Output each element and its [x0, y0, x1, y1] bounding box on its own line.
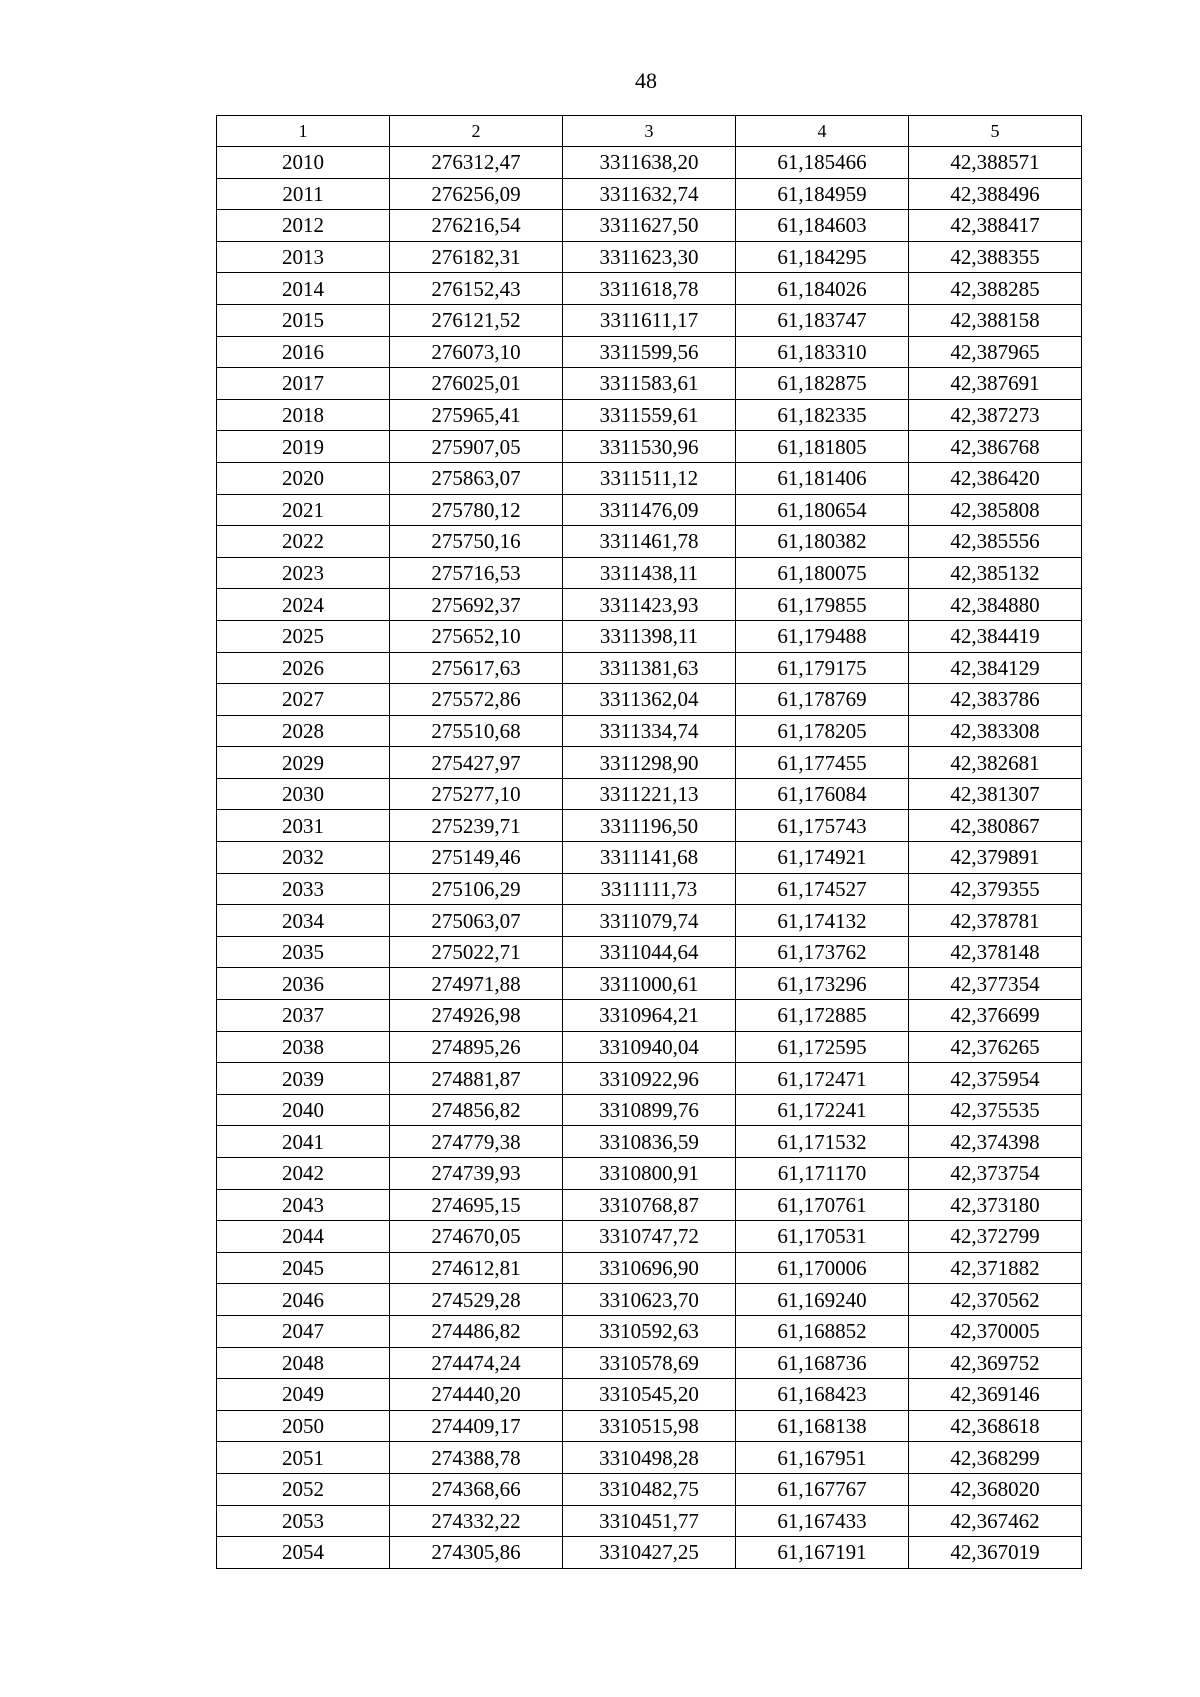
- table-cell-col3: 3311381,63: [563, 652, 736, 684]
- table-row: [217, 652, 1082, 684]
- table-row: [217, 968, 1082, 1000]
- table-cell-col5: 42,382681: [909, 747, 1082, 779]
- table-cell-col3: 3310451,77: [563, 1505, 736, 1537]
- table-cell-col4: 61,167433: [736, 1505, 909, 1537]
- table-cell-col2: 276182,31: [390, 241, 563, 273]
- table-cell-col1: 2023: [217, 557, 390, 589]
- table-row: [217, 1063, 1082, 1095]
- table-cell-col4: 61,173762: [736, 936, 909, 968]
- table-cell-col2: 276025,01: [390, 368, 563, 400]
- table-row: [217, 1221, 1082, 1253]
- table-cell-col3: 3310696,90: [563, 1252, 736, 1284]
- table-cell-col4: 61,174527: [736, 873, 909, 905]
- table-cell-col2: 274695,15: [390, 1189, 563, 1221]
- table-cell-col5: 42,375535: [909, 1094, 1082, 1126]
- table-cell-col3: 3311334,74: [563, 715, 736, 747]
- table-cell-col1: 2047: [217, 1315, 390, 1347]
- table-cell-col1: 2011: [217, 178, 390, 210]
- table-cell-col2: 275652,10: [390, 620, 563, 652]
- table-cell-col2: 275863,07: [390, 462, 563, 494]
- table-cell-col1: 2022: [217, 526, 390, 558]
- table-cell-col2: 274332,22: [390, 1505, 563, 1537]
- table-row: [217, 589, 1082, 621]
- table-cell-col5: 42,373754: [909, 1158, 1082, 1190]
- table-cell-col2: 275239,71: [390, 810, 563, 842]
- table-cell-col1: 2043: [217, 1189, 390, 1221]
- table-cell-col4: 61,168138: [736, 1410, 909, 1442]
- table-cell-col3: 3311079,74: [563, 905, 736, 937]
- table-cell-col5: 42,383786: [909, 684, 1082, 716]
- table-cell-col2: 275149,46: [390, 842, 563, 874]
- table-cell-col1: 2042: [217, 1158, 390, 1190]
- table-row: [217, 1252, 1082, 1284]
- table-cell-col3: 3311221,13: [563, 778, 736, 810]
- table-cell-col3: 3310482,75: [563, 1473, 736, 1505]
- table-cell-col5: 42,388496: [909, 178, 1082, 210]
- table-cell-col2: 274895,26: [390, 1031, 563, 1063]
- table-cell-col2: 275780,12: [390, 494, 563, 526]
- table-cell-col4: 61,174132: [736, 905, 909, 937]
- table-cell-col5: 42,372799: [909, 1221, 1082, 1253]
- table-cell-col5: 42,367019: [909, 1537, 1082, 1569]
- table-cell-col5: 42,387965: [909, 336, 1082, 368]
- table-body: [217, 147, 1082, 1569]
- table-cell-col5: 42,388355: [909, 241, 1082, 273]
- table-cell-col2: 274440,20: [390, 1379, 563, 1411]
- table-cell-col3: 3310427,25: [563, 1537, 736, 1569]
- table-cell-col5: 42,388417: [909, 210, 1082, 242]
- column-header-1: 1: [217, 116, 390, 147]
- table-cell-col5: 42,386768: [909, 431, 1082, 463]
- table-cell-col1: 2027: [217, 684, 390, 716]
- table-cell-col3: 3311044,64: [563, 936, 736, 968]
- table-cell-col2: 275427,97: [390, 747, 563, 779]
- table-cell-col4: 61,181406: [736, 462, 909, 494]
- table-cell-col2: 276121,52: [390, 304, 563, 336]
- page-number: 48: [635, 68, 657, 93]
- table-cell-col4: 61,184295: [736, 241, 909, 273]
- table-cell-col5: 42,384419: [909, 620, 1082, 652]
- table-cell-col5: 42,378781: [909, 905, 1082, 937]
- table-cell-col5: 42,368618: [909, 1410, 1082, 1442]
- table-cell-col4: 61,169240: [736, 1284, 909, 1316]
- table-row: [217, 936, 1082, 968]
- table-cell-col5: 42,367462: [909, 1505, 1082, 1537]
- table-cell-col3: 3311461,78: [563, 526, 736, 558]
- table-cell-col3: 3310545,20: [563, 1379, 736, 1411]
- table-row: [217, 715, 1082, 747]
- table-row: [217, 905, 1082, 937]
- table-cell-col2: 276216,54: [390, 210, 563, 242]
- column-header-5: 5: [909, 116, 1082, 147]
- column-header-4: 4: [736, 116, 909, 147]
- table-cell-col3: 3310922,96: [563, 1063, 736, 1095]
- table-cell-col3: 3311362,04: [563, 684, 736, 716]
- table-cell-col5: 42,376265: [909, 1031, 1082, 1063]
- table-row: [217, 873, 1082, 905]
- table-cell-col4: 61,167951: [736, 1442, 909, 1474]
- coordinates-table: [216, 115, 1082, 1569]
- table-cell-col2: 275106,29: [390, 873, 563, 905]
- table-cell-col3: 3311476,09: [563, 494, 736, 526]
- table-header: [217, 116, 1082, 147]
- table-cell-col3: 3311599,56: [563, 336, 736, 368]
- table-cell-col1: 2054: [217, 1537, 390, 1569]
- table-cell-col4: 61,184959: [736, 178, 909, 210]
- table-cell-col4: 61,179175: [736, 652, 909, 684]
- table-cell-col3: 3311618,78: [563, 273, 736, 305]
- table-cell-col1: 2038: [217, 1031, 390, 1063]
- table-row: [217, 210, 1082, 242]
- table-cell-col1: 2031: [217, 810, 390, 842]
- table-cell-col3: 3310578,69: [563, 1347, 736, 1379]
- table-cell-col5: 42,369752: [909, 1347, 1082, 1379]
- table-cell-col4: 61,181805: [736, 431, 909, 463]
- table-cell-col3: 3310747,72: [563, 1221, 736, 1253]
- table-cell-col2: 274670,05: [390, 1221, 563, 1253]
- table-cell-col3: 3311141,68: [563, 842, 736, 874]
- table-cell-col5: 42,380867: [909, 810, 1082, 842]
- table-cell-col1: 2030: [217, 778, 390, 810]
- table-cell-col5: 42,388571: [909, 147, 1082, 179]
- table-cell-col2: 275277,10: [390, 778, 563, 810]
- table-row: [217, 1442, 1082, 1474]
- table-cell-col1: 2033: [217, 873, 390, 905]
- header-row: [217, 116, 1082, 147]
- table-cell-col3: 3311611,17: [563, 304, 736, 336]
- table-cell-col5: 42,385556: [909, 526, 1082, 558]
- table-cell-col4: 61,179855: [736, 589, 909, 621]
- table-row: [217, 557, 1082, 589]
- table-cell-col3: 3310836,59: [563, 1126, 736, 1158]
- table-row: [217, 1189, 1082, 1221]
- table-cell-col4: 61,168423: [736, 1379, 909, 1411]
- table-cell-col2: 274612,81: [390, 1252, 563, 1284]
- table-cell-col1: 2021: [217, 494, 390, 526]
- table-cell-col4: 61,168852: [736, 1315, 909, 1347]
- table-row: [217, 273, 1082, 305]
- table-row: [217, 336, 1082, 368]
- table-cell-col5: 42,375954: [909, 1063, 1082, 1095]
- table-cell-col1: 2020: [217, 462, 390, 494]
- table-cell-col3: 3311623,30: [563, 241, 736, 273]
- table-cell-col5: 42,368299: [909, 1442, 1082, 1474]
- table-cell-col1: 2037: [217, 1000, 390, 1032]
- table-cell-col1: 2032: [217, 842, 390, 874]
- table-cell-col1: 2016: [217, 336, 390, 368]
- table-cell-col4: 61,171170: [736, 1158, 909, 1190]
- table-row: [217, 1379, 1082, 1411]
- table-cell-col5: 42,370005: [909, 1315, 1082, 1347]
- table-cell-col2: 274881,87: [390, 1063, 563, 1095]
- table-cell-col4: 61,170006: [736, 1252, 909, 1284]
- table-cell-col2: 274486,82: [390, 1315, 563, 1347]
- table-cell-col4: 61,168736: [736, 1347, 909, 1379]
- table-cell-col1: 2048: [217, 1347, 390, 1379]
- table-cell-col1: 2053: [217, 1505, 390, 1537]
- table-cell-col5: 42,381307: [909, 778, 1082, 810]
- table-cell-col5: 42,379355: [909, 873, 1082, 905]
- table-cell-col4: 61,177455: [736, 747, 909, 779]
- table-cell-col3: 3311196,50: [563, 810, 736, 842]
- table-cell-col5: 42,384129: [909, 652, 1082, 684]
- table-cell-col5: 42,370562: [909, 1284, 1082, 1316]
- table-cell-col5: 42,385808: [909, 494, 1082, 526]
- table-cell-col2: 274409,17: [390, 1410, 563, 1442]
- table-row: [217, 178, 1082, 210]
- table-row: [217, 1284, 1082, 1316]
- table-cell-col4: 61,184026: [736, 273, 909, 305]
- table-cell-col3: 3310940,04: [563, 1031, 736, 1063]
- table-cell-col2: 274474,24: [390, 1347, 563, 1379]
- table-cell-col3: 3310800,91: [563, 1158, 736, 1190]
- table-cell-col1: 2039: [217, 1063, 390, 1095]
- table-cell-col2: 274529,28: [390, 1284, 563, 1316]
- table-cell-col5: 42,387273: [909, 399, 1082, 431]
- table-cell-col2: 276312,47: [390, 147, 563, 179]
- table-cell-col1: 2028: [217, 715, 390, 747]
- table-cell-col1: 2041: [217, 1126, 390, 1158]
- table-cell-col5: 42,379891: [909, 842, 1082, 874]
- table-row: [217, 810, 1082, 842]
- table-cell-col5: 42,371882: [909, 1252, 1082, 1284]
- table-cell-col3: 3311438,11: [563, 557, 736, 589]
- table-row: [217, 778, 1082, 810]
- table-row: [217, 431, 1082, 463]
- table-cell-col3: 3311530,96: [563, 431, 736, 463]
- table-cell-col4: 61,172241: [736, 1094, 909, 1126]
- table-cell-col4: 61,182335: [736, 399, 909, 431]
- table-cell-col3: 3311559,61: [563, 399, 736, 431]
- table-cell-col4: 61,167191: [736, 1537, 909, 1569]
- table-cell-col4: 61,183747: [736, 304, 909, 336]
- table-cell-col2: 275716,53: [390, 557, 563, 589]
- table-cell-col3: 3310623,70: [563, 1284, 736, 1316]
- table-cell-col1: 2014: [217, 273, 390, 305]
- table-cell-col2: 276256,09: [390, 178, 563, 210]
- table-row: [217, 241, 1082, 273]
- table-cell-col5: 42,373180: [909, 1189, 1082, 1221]
- table-cell-col1: 2018: [217, 399, 390, 431]
- table-cell-col4: 61,184603: [736, 210, 909, 242]
- table-cell-col4: 61,171532: [736, 1126, 909, 1158]
- table-cell-col5: 42,388158: [909, 304, 1082, 336]
- table-cell-col2: 275750,16: [390, 526, 563, 558]
- table-cell-col1: 2052: [217, 1473, 390, 1505]
- table-cell-col2: 274739,93: [390, 1158, 563, 1190]
- table-cell-col5: 42,376699: [909, 1000, 1082, 1032]
- table-row: [217, 1158, 1082, 1190]
- table-row: [217, 1505, 1082, 1537]
- table-cell-col2: 274779,38: [390, 1126, 563, 1158]
- table-row: [217, 462, 1082, 494]
- table-row: [217, 399, 1082, 431]
- table-cell-col2: 275907,05: [390, 431, 563, 463]
- table-cell-col1: 2010: [217, 147, 390, 179]
- table-cell-col3: 3311111,73: [563, 873, 736, 905]
- table-cell-col4: 61,182875: [736, 368, 909, 400]
- table-cell-col1: 2045: [217, 1252, 390, 1284]
- table-cell-col3: 3311583,61: [563, 368, 736, 400]
- table-cell-col4: 61,174921: [736, 842, 909, 874]
- table-cell-col4: 61,175743: [736, 810, 909, 842]
- table-cell-col1: 2050: [217, 1410, 390, 1442]
- table-cell-col1: 2025: [217, 620, 390, 652]
- table-row: [217, 1000, 1082, 1032]
- table-cell-col1: 2029: [217, 747, 390, 779]
- table-cell-col1: 2049: [217, 1379, 390, 1411]
- table-row: [217, 1347, 1082, 1379]
- table-cell-col3: 3311511,12: [563, 462, 736, 494]
- table-cell-col1: 2012: [217, 210, 390, 242]
- table-cell-col2: 275965,41: [390, 399, 563, 431]
- table-cell-col2: 274368,66: [390, 1473, 563, 1505]
- table-cell-col5: 42,386420: [909, 462, 1082, 494]
- table-row: [217, 147, 1082, 179]
- table-cell-col2: 274305,86: [390, 1537, 563, 1569]
- table-cell-col4: 61,172885: [736, 1000, 909, 1032]
- table-row: [217, 747, 1082, 779]
- table-cell-col4: 61,172595: [736, 1031, 909, 1063]
- table-cell-col5: 42,383308: [909, 715, 1082, 747]
- table-cell-col5: 42,388285: [909, 273, 1082, 305]
- table-cell-col4: 61,176084: [736, 778, 909, 810]
- table-cell-col5: 42,368020: [909, 1473, 1082, 1505]
- table-cell-col4: 61,183310: [736, 336, 909, 368]
- table-cell-col4: 61,178205: [736, 715, 909, 747]
- table-cell-col4: 61,180075: [736, 557, 909, 589]
- table-row: [217, 1537, 1082, 1569]
- table-row: [217, 1410, 1082, 1442]
- table-cell-col1: 2035: [217, 936, 390, 968]
- table-cell-col1: 2036: [217, 968, 390, 1000]
- table-cell-col2: 274926,98: [390, 1000, 563, 1032]
- table-cell-col3: 3311298,90: [563, 747, 736, 779]
- table-cell-col4: 61,170531: [736, 1221, 909, 1253]
- table-cell-col2: 274388,78: [390, 1442, 563, 1474]
- table-cell-col3: 3310592,63: [563, 1315, 736, 1347]
- table-cell-col5: 42,387691: [909, 368, 1082, 400]
- table-row: [217, 1473, 1082, 1505]
- table-cell-col3: 3310515,98: [563, 1410, 736, 1442]
- table-cell-col1: 2017: [217, 368, 390, 400]
- table-cell-col4: 61,185466: [736, 147, 909, 179]
- table-cell-col3: 3311638,20: [563, 147, 736, 179]
- table-cell-col3: 3310899,76: [563, 1094, 736, 1126]
- table-row: [217, 1094, 1082, 1126]
- table-cell-col1: 2034: [217, 905, 390, 937]
- table-row: [217, 684, 1082, 716]
- table-cell-col2: 275572,86: [390, 684, 563, 716]
- table-row: [217, 1126, 1082, 1158]
- table-cell-col2: 275510,68: [390, 715, 563, 747]
- table-cell-col4: 61,179488: [736, 620, 909, 652]
- table-cell-col4: 61,180654: [736, 494, 909, 526]
- table-cell-col1: 2013: [217, 241, 390, 273]
- table-row: [217, 494, 1082, 526]
- table-cell-col5: 42,378148: [909, 936, 1082, 968]
- table-row: [217, 526, 1082, 558]
- table-cell-col1: 2019: [217, 431, 390, 463]
- table-cell-col3: 3310964,21: [563, 1000, 736, 1032]
- table-row: [217, 620, 1082, 652]
- table-cell-col5: 42,385132: [909, 557, 1082, 589]
- table-cell-col1: 2051: [217, 1442, 390, 1474]
- table-cell-col1: 2040: [217, 1094, 390, 1126]
- table-cell-col3: 3311398,11: [563, 620, 736, 652]
- table-cell-col3: 3311000,61: [563, 968, 736, 1000]
- table-cell-col4: 61,172471: [736, 1063, 909, 1095]
- table-row: [217, 368, 1082, 400]
- table-cell-col2: 275692,37: [390, 589, 563, 621]
- table-cell-col5: 42,369146: [909, 1379, 1082, 1411]
- table-cell-col1: 2015: [217, 304, 390, 336]
- table-cell-col5: 42,374398: [909, 1126, 1082, 1158]
- table-cell-col2: 276073,10: [390, 336, 563, 368]
- table-cell-col3: 3311423,93: [563, 589, 736, 621]
- table-cell-col5: 42,377354: [909, 968, 1082, 1000]
- table-cell-col3: 3310768,87: [563, 1189, 736, 1221]
- table-cell-col4: 61,170761: [736, 1189, 909, 1221]
- table-cell-col4: 61,173296: [736, 968, 909, 1000]
- table-cell-col2: 275022,71: [390, 936, 563, 968]
- table-cell-col2: 276152,43: [390, 273, 563, 305]
- table-row: [217, 1315, 1082, 1347]
- table-row: [217, 842, 1082, 874]
- table-row: [217, 304, 1082, 336]
- table-cell-col2: 274971,88: [390, 968, 563, 1000]
- table-cell-col2: 275063,07: [390, 905, 563, 937]
- table-cell-col3: 3310498,28: [563, 1442, 736, 1474]
- column-header-2: 2: [390, 116, 563, 147]
- table-cell-col4: 61,167767: [736, 1473, 909, 1505]
- table-cell-col4: 61,178769: [736, 684, 909, 716]
- table-cell-col3: 3311627,50: [563, 210, 736, 242]
- table-cell-col1: 2026: [217, 652, 390, 684]
- table-cell-col1: 2046: [217, 1284, 390, 1316]
- table-row: [217, 1031, 1082, 1063]
- table-cell-col5: 42,384880: [909, 589, 1082, 621]
- column-header-3: 3: [563, 116, 736, 147]
- table-cell-col2: 274856,82: [390, 1094, 563, 1126]
- table-cell-col1: 2024: [217, 589, 390, 621]
- table-cell-col4: 61,180382: [736, 526, 909, 558]
- table-cell-col3: 3311632,74: [563, 178, 736, 210]
- table-cell-col1: 2044: [217, 1221, 390, 1253]
- table-cell-col2: 275617,63: [390, 652, 563, 684]
